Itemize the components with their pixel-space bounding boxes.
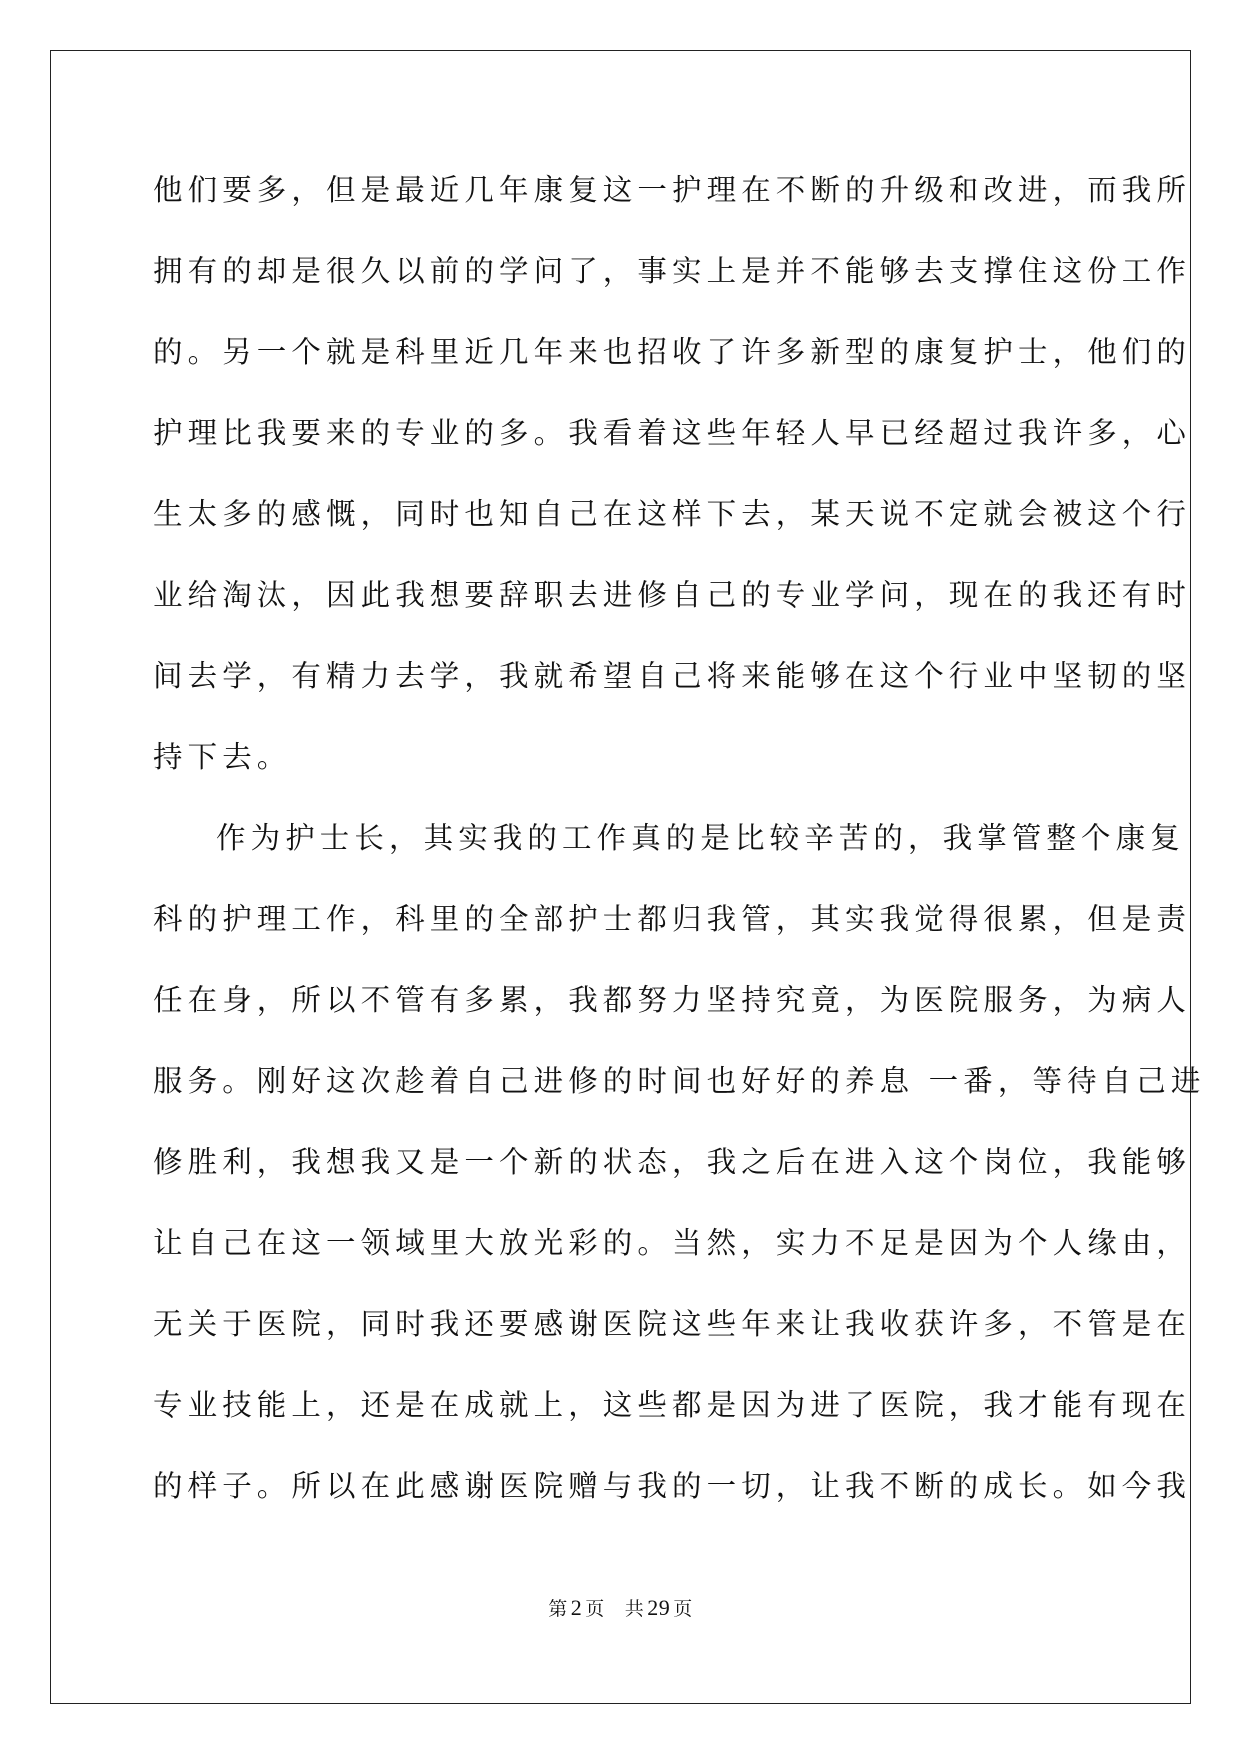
- text-line: 科的护理工作，科里的全部护士都归我管，其实我觉得很累，但是责: [153, 902, 1192, 936]
- total-pages: 29: [647, 1595, 671, 1620]
- paragraph-first-line: 作为护士长，其实我的工作真的是比较辛苦的，我掌管整个康复: [216, 821, 1185, 855]
- text-line: 任在身，所以不管有多累，我都努力坚持究竟，为医院服务，为病人: [153, 983, 1192, 1017]
- total-prefix: 共: [624, 1598, 645, 1620]
- text-line: 业给淘汰，因此我想要辞职去进修自己的专业学问，现在的我还有时: [153, 578, 1192, 612]
- text-line: 无关于医院，同时我还要感谢医院这些年来让我收获许多，不管是在: [153, 1307, 1192, 1341]
- text-line: 服务。刚好这次趁着自己进修的时间也好好的养息 一番，等待自己进: [153, 1064, 1206, 1098]
- document-body: [153, 160, 1206, 1537]
- text-line: 间去学，有精力去学，我就希望自己将来能够在这个行业中坚韧的坚: [153, 659, 1192, 693]
- text-line: 他们要多，但是最近几年康复这一护理在不断的升级和改进，而我所: [153, 173, 1192, 207]
- page-prefix: 第: [548, 1598, 568, 1620]
- total-suffix: 页: [673, 1598, 693, 1620]
- page-suffix: 页: [585, 1598, 605, 1620]
- text-line: 让自己在这一领域里大放光彩的。当然，实力不足是因为个人缘由，: [153, 1226, 1192, 1260]
- text-line: 专业技能上，还是在成就上，这些都是因为进了医院，我才能有现在: [153, 1388, 1192, 1422]
- text-line: 持下去。: [153, 740, 292, 774]
- text-line: 的样子。所以在此感谢医院赠与我的一切，让我不断的成长。如今我: [153, 1469, 1192, 1503]
- text-line: 修胜利，我想我又是一个新的状态，我之后在进入这个岗位，我能够: [153, 1145, 1192, 1179]
- text-line: 的。另一个就是科里近几年来也招收了许多新型的康复护士，他们的: [153, 335, 1192, 369]
- text-line: 生太多的感慨，同时也知自己在这样下去，某天说不定就会被这个行: [153, 497, 1192, 531]
- page-number: 2: [570, 1595, 583, 1620]
- page-footer: [0, 1593, 1241, 1624]
- text-line: 拥有的却是很久以前的学问了，事实上是并不能够去支撑住这份工作: [153, 254, 1192, 288]
- text-line: 护理比我要来的专业的多。我看着这些年轻人早已经超过我许多，心: [153, 416, 1192, 450]
